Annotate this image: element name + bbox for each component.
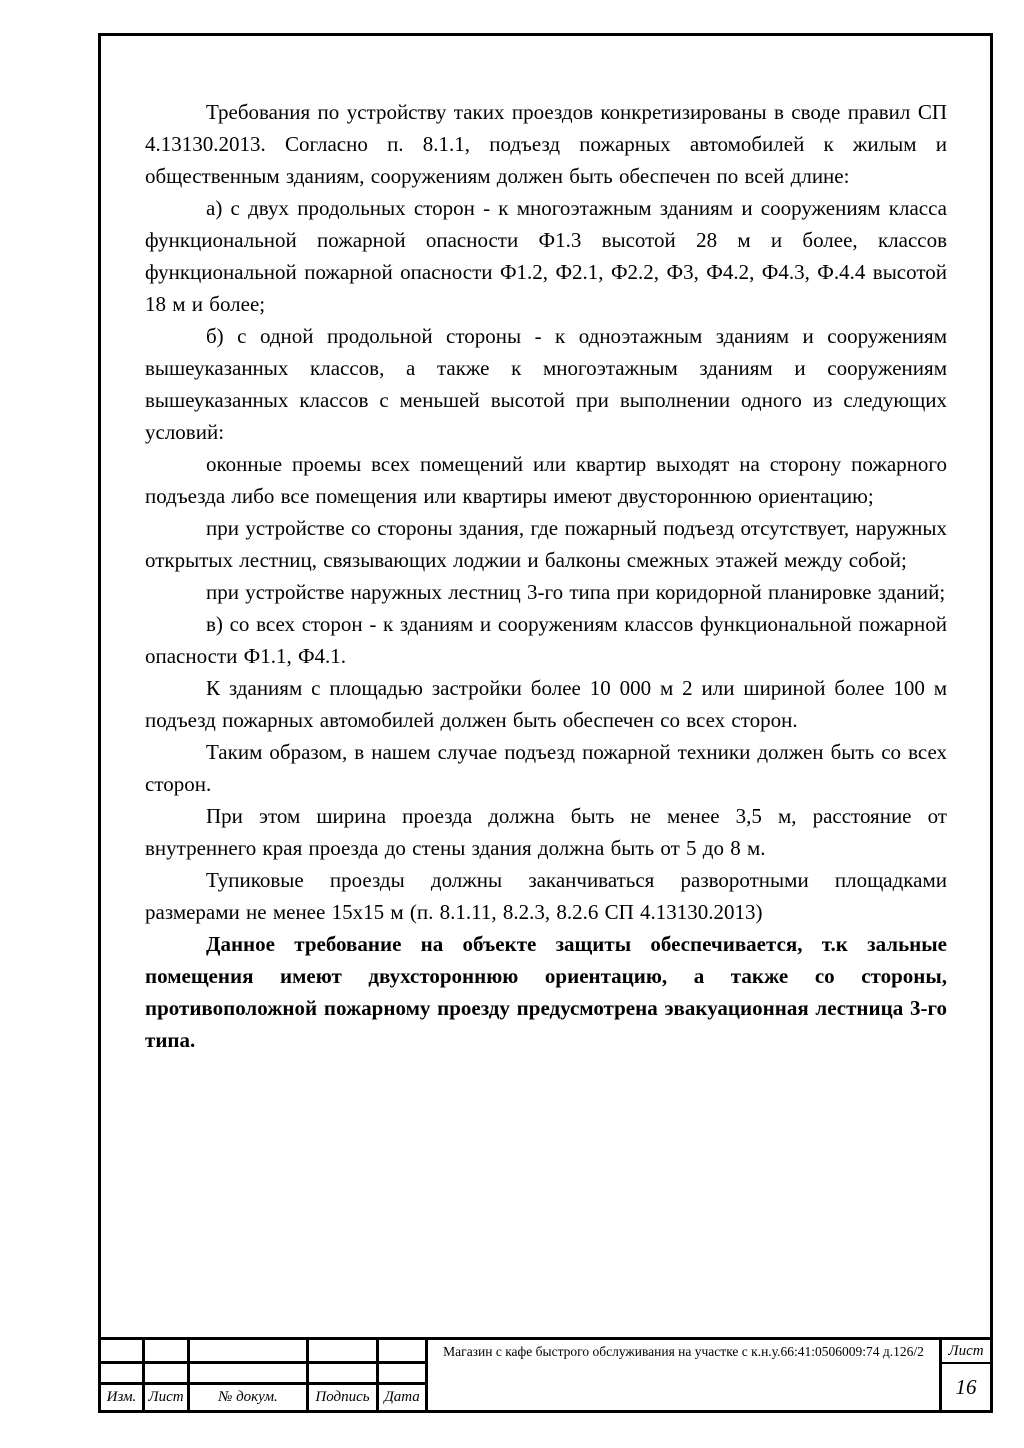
para-item-b: б) с одной продольной стороны - к одноэтажным зданиям и сооружениям вышеуказанных классов, а также к многоэтажным зданиям и сооружениям вышеуказанных классов с меньшей высотой при выполнении одного из следующих условий: bbox=[145, 324, 947, 444]
para-item-v: в) со всех сторон - к зданиям и сооружениям классов функциональной пожарной опасности Ф1.1, Ф4.1. bbox=[145, 612, 947, 668]
para-conclusion-access: Таким образом, в нашем случае подъезд пожарной техники должен быть со всех сторон. bbox=[145, 740, 947, 796]
stamp-cell-empty bbox=[190, 1340, 309, 1364]
document-text bbox=[145, 96, 947, 1056]
stamp-label-izm: Изм. bbox=[101, 1385, 145, 1410]
stamp-label-list: Лист bbox=[145, 1385, 190, 1410]
stamp-cell-empty bbox=[145, 1340, 190, 1364]
stamp-cell-empty bbox=[309, 1340, 379, 1364]
para-condition-type3-stairs: при устройстве наружных лестниц 3-го типа при коридорной планировке зданий; bbox=[206, 580, 946, 604]
stamp-sheet-label: Лист bbox=[942, 1340, 990, 1364]
stamp-cell-empty bbox=[101, 1340, 145, 1364]
para-large-buildings: К зданиям с площадью застройки более 10 000 м 2 или шириной более 100 м подъезд пожарных автомобилей должен быть обеспечен со всех сторон. bbox=[145, 676, 947, 732]
page-frame bbox=[98, 33, 993, 1413]
para-condition-external-stairs: при устройстве со стороны здания, где пожарный подъезд отсутствует, наружных открытых лестниц, связывающих лоджии и балконы смежных этажей между собой; bbox=[145, 516, 947, 572]
stamp-cell-empty bbox=[309, 1364, 379, 1385]
stamp-cell-empty bbox=[379, 1364, 428, 1385]
para-intro: Требования по устройству таких проездов конкретизированы в своде правил СП 4.13130.2013. Согласно п. 8.1.1, подъезд пожарных автомобилей к жилым и общественным зданиям, сооружениям должен быть обеспечен по всей длине: bbox=[145, 100, 947, 188]
stamp-label-data: Дата bbox=[379, 1385, 428, 1410]
para-item-a: а) с двух продольных сторон - к многоэтажным зданиям и сооружениям класса функциональной пожарной опасности Ф1.3 высотой 28 м и более, классов функциональной пожарной опасности Ф1.2, Ф2.1, Ф2.2, Ф3, Ф4.2, Ф4.3, Ф.4.4 высотой 18 м и более; bbox=[145, 196, 947, 316]
stamp-cell-empty bbox=[379, 1340, 428, 1364]
title-block bbox=[101, 1337, 990, 1410]
para-requirement-met: Данное требование на объекте защиты обеспечивается, т.к зальные помещения имеют двухстороннюю ориентацию, а также со стороны, противоположной пожарному проезду предусмотрена эвакуационная лестница 3-го типа. bbox=[145, 932, 947, 1052]
stamp-cell-empty bbox=[190, 1364, 309, 1385]
para-condition-windows: оконные проемы всех помещений или квартир выходят на сторону пожарного подъезда либо все помещения или квартиры имеют двустороннюю ориентацию; bbox=[145, 452, 947, 508]
stamp-cell-empty bbox=[145, 1364, 190, 1385]
para-road-width: При этом ширина проезда должна быть не менее 3,5 м, расстояние от внутреннего края проезда до стены здания должна быть от 5 до 8 м. bbox=[145, 804, 947, 860]
stamp-label-podpis: Подпись bbox=[309, 1385, 379, 1410]
para-dead-end-roads: Тупиковые проезды должны заканчиваться разворотными площадками размерами не менее 15х15 м (п. 8.1.11, 8.2.3, 8.2.6 СП 4.13130.2013) bbox=[145, 868, 947, 924]
stamp-project-title: Магазин с кафе быстрого обслуживания на участке с к.н.у.66:41:0506009:74 д.126/2 bbox=[428, 1340, 942, 1410]
stamp-cell-empty bbox=[101, 1364, 145, 1385]
stamp-sheet-number: 16 bbox=[955, 1374, 977, 1399]
stamp-label-dokum: № докум. bbox=[190, 1385, 309, 1410]
